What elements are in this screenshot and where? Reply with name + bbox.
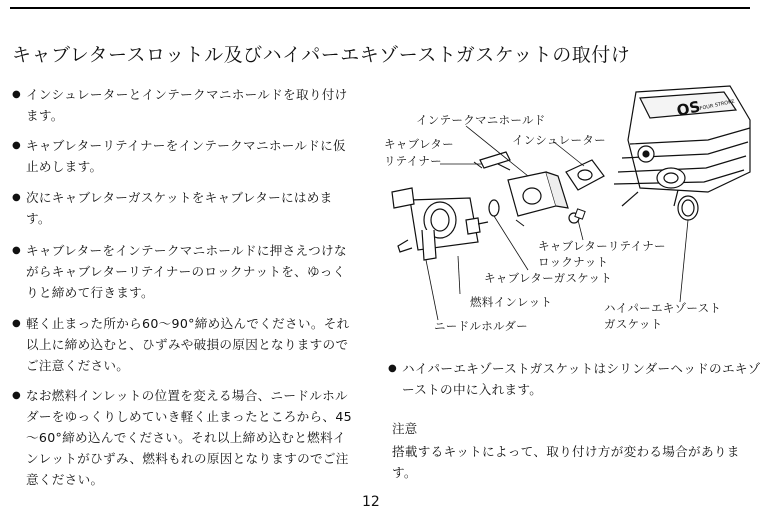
label-exhaust-gasket-2: ガスケット [604, 317, 663, 331]
insulator-illustration [566, 160, 604, 190]
label-fuel-inlet: 燃料インレット [470, 295, 553, 309]
top-rule [10, 7, 750, 9]
exhaust-gasket-note: ● ハイパーエキゾーストガスケットはシリンダーヘッドのエキゾーストの中に入れます。 [388, 358, 761, 400]
engine-logo-subtext: FOUR STROKE [699, 98, 736, 112]
instruction-item: ● キャブレターをインテークマニホールドに押さえつけながらキャブレターリテイナーのロックナットを、ゆっくりと締めて行きます。 [12, 240, 357, 303]
label-lock-nut-2: ロックナット [538, 255, 609, 269]
caution-text: 搭載するキットによって、取り付け方が変わる場合があります。 [392, 444, 740, 480]
label-carb-retainer: キャブレター [384, 137, 454, 151]
page-title: キャブレタースロットル及びハイパーエキゾーストガスケットの取付け [12, 44, 631, 66]
instruction-item: ● 次にキャブレターガスケットをキャブレターにはめます。 [12, 187, 357, 229]
label-intake-manifold: インテークマニホールド [416, 113, 546, 127]
instruction-item: ● インシュレーターとインテークマニホールドを取り付けます。 [12, 84, 357, 126]
label-needle-holder: ニードルホルダー [434, 319, 528, 333]
instruction-item: ● キャブレターリテイナーをインテークマニホールドに仮止めします。 [12, 135, 357, 177]
label-carb-gasket: キャブレターガスケット [484, 271, 613, 285]
caution-heading: 注意 [392, 421, 418, 436]
label-exhaust-gasket: ハイパーエキゾースト [604, 301, 722, 315]
label-insulator: インシュレーター [512, 133, 606, 147]
label-carb-retainer-2: リテイナー [384, 154, 442, 168]
page-number: 12 [362, 494, 380, 510]
carb-retainer-illustration [480, 152, 510, 170]
intake-manifold-illustration [508, 172, 568, 216]
engine-logo-text: OS [675, 97, 702, 120]
instruction-item: ● 軽く止まった所から60～90°締め込んでください。それ以上に締め込むと、ひずみや破損の原因となりますのでご注意ください。 [12, 313, 357, 376]
label-lock-nut: キャブレターリテイナー [538, 239, 666, 253]
exploded-assembly-diagram [378, 80, 756, 350]
carburetor-illustration [392, 188, 488, 260]
instruction-item: ● なお燃料インレットの位置を変える場合、ニードルホルダーをゆっくりしめていき軽く止まったところから、45～60°締め込んでください。それ以上締め込むと燃料インレットがひずみ、燃料もれの原因となりますのでご注意ください。 [12, 385, 357, 490]
